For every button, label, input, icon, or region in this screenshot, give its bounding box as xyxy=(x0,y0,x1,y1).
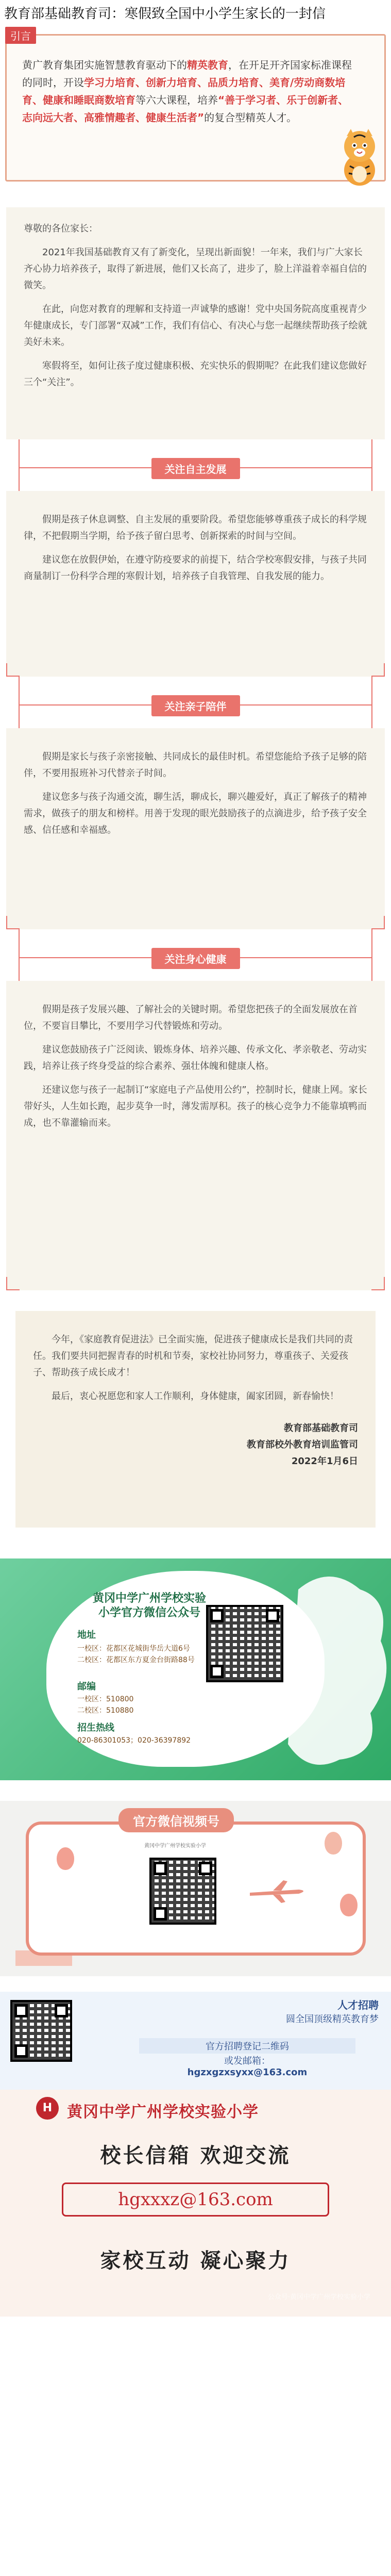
watermark: 公众号·黄冈中学广州学校实验小学 xyxy=(267,2293,370,2301)
balloon-icon xyxy=(57,1847,74,1870)
hotline-label: 招生热线 xyxy=(77,1722,114,1733)
recruitment-slogan: 圆全国顶级精英教育梦 xyxy=(286,2014,379,2025)
video-channel-title: 官方微信视频号 xyxy=(118,1808,234,1832)
corner-decoration xyxy=(371,916,385,929)
balloon-icon xyxy=(325,1832,342,1855)
divider xyxy=(19,439,20,491)
section-body-health xyxy=(6,981,385,1290)
intro-tag: 引言 xyxy=(5,27,36,44)
intro-text-1: 黄广教育集团实施智慧教育驱动下的 xyxy=(22,59,187,71)
recruitment-section xyxy=(0,1992,391,2090)
channel-name: 黄冈中学广州学校实验小学 xyxy=(144,1843,206,1849)
intro-text-4: 的复合型精英人才。 xyxy=(204,111,297,124)
divider xyxy=(371,929,372,981)
section-title: 关注身心健康 xyxy=(151,948,240,969)
signature-line: 教育部基础教育司 xyxy=(284,1423,358,1434)
closing-paragraph: 今年，《家庭教育促进法》已全面实施，促进孩子健康成长是我们共同的责任。我们要共同把握青春的时机和节奏，家校社协同努力，尊重孩子、关爱孩子、帮助孩子成长成才！ xyxy=(33,1334,353,1378)
address-line: 二校区：花都区东方夏金台街路88号 xyxy=(77,1656,195,1664)
section-body-companionship xyxy=(6,728,385,929)
letter-closing xyxy=(15,1311,376,1528)
divider xyxy=(19,929,20,981)
divider xyxy=(371,677,372,728)
intro-highlight-3: “善于学习者、乐于创新者、志向远大者、高雅情趣者、健康生活者” xyxy=(22,94,349,124)
corner-decoration xyxy=(6,916,20,929)
mailbox-slogan-2: 家校互动 凝心聚力 xyxy=(100,2249,291,2273)
tiger-mascot-icon xyxy=(338,126,381,188)
section-paragraph: 建议您在放假伊始，在遵守防疫要求的前提下，结合学校寒假安排，与孩子共同商量制订一份科学合理的寒假计划，培养孩子自我管理、自我发展的能力。 xyxy=(24,554,367,582)
section-heading-autonomy xyxy=(0,439,391,491)
intro-highlight-1: 精英教育 xyxy=(187,59,228,71)
corner-decoration xyxy=(6,663,20,677)
letter-greeting: 尊敬的各位家长： xyxy=(24,223,98,234)
section-paragraph: 假期是孩子休息调整、自主发展的重要阶段。希望您能够尊重孩子成长的科学规律，不把假期当学期，给予孩子留白思考、创新探索的时间与空间。 xyxy=(24,514,367,542)
signature-line: 教育部校外教育培训监管司 xyxy=(247,1439,358,1450)
signature-date: 2022年1月6日 xyxy=(291,1456,358,1467)
section-paragraph: 建议您多与孩子沟通交流，聊生活，聊成长，聊兴趣爱好，真正了解孩子的精神需求，做孩子的朋友和榜样。用善于发现的眼光鼓励孩子的点滴进步，给予孩子安全感、信任感和幸福感。 xyxy=(24,792,367,835)
contact-card-section xyxy=(0,1558,391,1780)
address-label: 地址 xyxy=(77,1630,96,1640)
divider xyxy=(371,439,372,491)
section-paragraph: 建议您鼓励孩子广泛阅读、锻炼身体、培养兴趣、传承文化、孝亲敬老、劳动实践，培养让孩子终身受益的综合素养、强壮体魄和健康人格。 xyxy=(24,1044,367,1072)
section-paragraph: 假期是孩子发展兴趣、了解社会的关键时期。希望您把孩子的全面发展放在首位，不要盲目攀比，不要用学习代替锻炼和劳动。 xyxy=(24,1004,358,1031)
intro-text-3: 等六大课程，培养 xyxy=(135,94,218,106)
letter-paragraph: 寒假将至，如何让孩子度过健康积极、充实快乐的假期呢？在此我们建议您做好三个“关注”。 xyxy=(24,360,367,388)
recruitment-heading xyxy=(286,1997,379,2025)
mailbox-slogan: 校长信箱 欢迎交流 xyxy=(100,2144,291,2168)
school-name: 黄冈中学广州学校实验小学 xyxy=(67,2103,259,2121)
letter-paragraph: 在此，向您对教育的理解和支持道一声诚挚的感谢！党中央国务院高度重视青少年健康成长，专门部署“双减”工作，我们有信心、有决心与您一起继续帮助孩子绘就美好未来。 xyxy=(24,304,367,348)
school-logo-icon: H xyxy=(36,2097,59,2120)
principal-email[interactable]: hgxxxz@163.com xyxy=(62,2183,329,2217)
recruitment-title: 人才招聘 xyxy=(337,1999,379,2011)
section-heading-health xyxy=(0,929,391,981)
wechat-account-title: 黄冈中学广州学校实验小学官方微信公众号 xyxy=(92,1592,206,1619)
intro-section xyxy=(5,27,386,182)
page-title: 教育部基础教育司：寒假致全国中小学生家长的一封信 xyxy=(4,6,326,22)
school-header xyxy=(0,2090,391,2126)
recruitment-info xyxy=(139,2038,355,2078)
address-value xyxy=(77,1643,222,1666)
intro-highlight-2: 学习力培育、创新力培育、品质力培育、美育/劳动商数培育、健康和睡眠商数培育 xyxy=(22,76,346,106)
letter-paragraph: 2021年我国基础教育又有了新变化，呈现出新面貌！一年来，我们与广大家长齐心协力培养孩子，取得了新进展，他们又长高了，进步了，脸上洋溢着幸福自信的微笑。 xyxy=(24,247,367,291)
recruitment-qr-code-icon[interactable] xyxy=(10,2000,72,2062)
section-paragraph: 假期是家长与孩子亲密接触、共同成长的最佳时机。希望您能给予孩子足够的陪伴，不要用报班补习代替亲子时间。 xyxy=(24,751,367,779)
video-channel-qr-code-icon[interactable] xyxy=(149,1858,216,1925)
corner-decoration xyxy=(6,1277,20,1290)
intro-text xyxy=(22,56,352,126)
section-paragraph: 还建议您与孩子一起制订“家庭电子产品使用公约”，控制时长，健康上网。家长带好头，人生如长跑，起步莫争一时，薄发需厚积。孩子的核心竞争力不能靠填鸭而成，也不靠灌输而来。 xyxy=(24,1085,367,1128)
divider xyxy=(19,677,20,728)
airplane-icon xyxy=(247,1878,309,1904)
recruitment-email[interactable]: hgzxgzxsyxx@163.com xyxy=(187,2067,308,2078)
section-title: 关注自主发展 xyxy=(151,458,240,479)
section-title: 关注亲子陪伴 xyxy=(151,695,240,716)
letter-opening xyxy=(6,207,385,439)
closing-paragraph: 最后，衷心祝愿您和家人工作顺利，身体健康，阖家团圆，新春愉快！ xyxy=(52,1391,339,1402)
corner-decoration xyxy=(371,663,385,677)
principal-mailbox-section xyxy=(0,2090,391,2317)
intro-box xyxy=(5,34,386,182)
zipcode-value xyxy=(77,1694,133,1716)
zipcode-line: 二校区：510880 xyxy=(77,1707,134,1715)
balloon-icon xyxy=(340,1894,358,1916)
section-body-autonomy xyxy=(6,491,385,677)
hotline-value: 020-86301053；020-36397892 xyxy=(77,1736,191,1745)
recruitment-qr-label: 官方招聘登记二维码 xyxy=(139,2038,355,2054)
zipcode-line: 一校区：510800 xyxy=(77,1695,134,1703)
corner-decoration xyxy=(371,1277,385,1290)
signature xyxy=(33,1420,358,1470)
address-line: 一校区：花都区花城街华岳大道6号 xyxy=(77,1645,190,1653)
recruitment-email-label: 或发邮箱： xyxy=(224,2056,270,2066)
intro-text-2: ，在开足开齐国家标准课程的同时，开设 xyxy=(22,59,352,89)
wechat-qr-code-icon[interactable] xyxy=(206,1605,283,1682)
video-channel-section xyxy=(0,1801,391,1976)
zipcode-label: 邮编 xyxy=(77,1681,96,1692)
section-heading-companionship xyxy=(0,677,391,728)
